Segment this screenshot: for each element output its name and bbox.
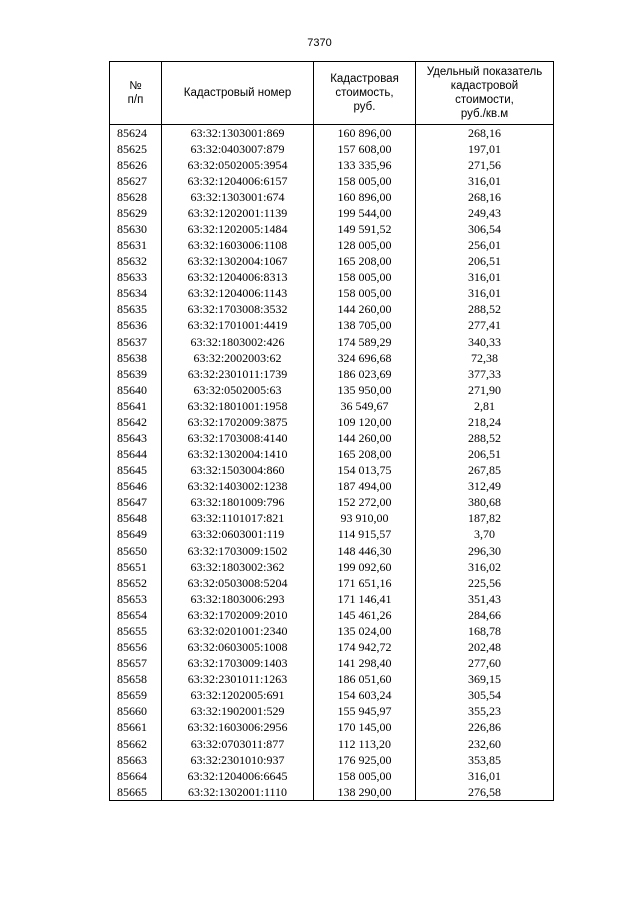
cadastral-number: 63:32:1202005:691 bbox=[162, 688, 314, 704]
row-number: 85641 bbox=[110, 398, 162, 414]
row-number: 85648 bbox=[110, 511, 162, 527]
page-number: 7370 bbox=[307, 37, 332, 49]
cadastral-value: 133 335,96 bbox=[314, 157, 416, 173]
table-row bbox=[110, 318, 554, 334]
cadastral-value: 144 260,00 bbox=[314, 430, 416, 446]
row-number: 85662 bbox=[110, 736, 162, 752]
row-number: 85658 bbox=[110, 672, 162, 688]
specific-index: 312,49 bbox=[416, 479, 554, 495]
cadastral-number: 63:32:2002003:62 bbox=[162, 350, 314, 366]
row-number: 85634 bbox=[110, 286, 162, 302]
cadastral-number: 63:32:0502005:3954 bbox=[162, 157, 314, 173]
cadastral-number: 63:32:1801009:796 bbox=[162, 495, 314, 511]
cadastral-number: 63:32:1302004:1067 bbox=[162, 254, 314, 270]
specific-index: 305,54 bbox=[416, 688, 554, 704]
header-row bbox=[110, 62, 554, 125]
specific-index: 267,85 bbox=[416, 463, 554, 479]
cadastral-number: 63:32:1603006:1108 bbox=[162, 238, 314, 254]
cadastral-number: 63:32:1101017:821 bbox=[162, 511, 314, 527]
cadastral-value: 112 113,20 bbox=[314, 736, 416, 752]
table-body bbox=[110, 125, 554, 801]
cadastral-number: 63:32:2301010:937 bbox=[162, 752, 314, 768]
cadastral-number: 63:32:1303001:869 bbox=[162, 125, 314, 142]
table-row bbox=[110, 463, 554, 479]
table-row bbox=[110, 527, 554, 543]
cadastral-value: 160 896,00 bbox=[314, 189, 416, 205]
header-specific-index: Удельный показатель кадастровой стоимости, руб./кв.м bbox=[416, 62, 554, 125]
row-number: 85643 bbox=[110, 430, 162, 446]
cadastral-value: 174 942,72 bbox=[314, 640, 416, 656]
row-number: 85638 bbox=[110, 350, 162, 366]
specific-index: 206,51 bbox=[416, 447, 554, 463]
row-number: 85640 bbox=[110, 382, 162, 398]
table-row bbox=[110, 672, 554, 688]
cadastral-number: 63:32:1703009:1403 bbox=[162, 656, 314, 672]
cadastral-value: 154 013,75 bbox=[314, 463, 416, 479]
cadastral-value: 109 120,00 bbox=[314, 414, 416, 430]
table-row bbox=[110, 238, 554, 254]
cadastral-value: 144 260,00 bbox=[314, 302, 416, 318]
table-row bbox=[110, 254, 554, 270]
cadastral-value: 152 272,00 bbox=[314, 495, 416, 511]
table-row bbox=[110, 141, 554, 157]
cadastral-number: 63:32:1303001:674 bbox=[162, 189, 314, 205]
table-row bbox=[110, 398, 554, 414]
specific-index: 202,48 bbox=[416, 640, 554, 656]
table-row bbox=[110, 543, 554, 559]
cadastral-number: 63:32:1204006:1143 bbox=[162, 286, 314, 302]
cadastral-value: 170 145,00 bbox=[314, 720, 416, 736]
table-row bbox=[110, 752, 554, 768]
row-number: 85627 bbox=[110, 173, 162, 189]
specific-index: 3,70 bbox=[416, 527, 554, 543]
table-row bbox=[110, 414, 554, 430]
cadastral-value: 154 603,24 bbox=[314, 688, 416, 704]
specific-index: 271,56 bbox=[416, 157, 554, 173]
table-row bbox=[110, 366, 554, 382]
cadastral-value: 114 915,57 bbox=[314, 527, 416, 543]
table-row bbox=[110, 511, 554, 527]
row-number: 85636 bbox=[110, 318, 162, 334]
table-row bbox=[110, 623, 554, 639]
cadastral-number: 63:32:1902001:529 bbox=[162, 704, 314, 720]
specific-index: 249,43 bbox=[416, 205, 554, 221]
row-number: 85654 bbox=[110, 607, 162, 623]
cadastral-value: 165 208,00 bbox=[314, 447, 416, 463]
row-number: 85652 bbox=[110, 575, 162, 591]
table-row bbox=[110, 221, 554, 237]
row-number: 85637 bbox=[110, 334, 162, 350]
specific-index: 277,60 bbox=[416, 656, 554, 672]
specific-index: 226,86 bbox=[416, 720, 554, 736]
row-number: 85649 bbox=[110, 527, 162, 543]
specific-index: 256,01 bbox=[416, 238, 554, 254]
table-row bbox=[110, 559, 554, 575]
row-number: 85655 bbox=[110, 623, 162, 639]
specific-index: 316,01 bbox=[416, 270, 554, 286]
cadastral-number: 63:32:1801001:1958 bbox=[162, 398, 314, 414]
cadastral-number: 63:32:0603001:119 bbox=[162, 527, 314, 543]
specific-index: 340,33 bbox=[416, 334, 554, 350]
cadastral-value: 160 896,00 bbox=[314, 125, 416, 142]
table-row bbox=[110, 430, 554, 446]
row-number: 85663 bbox=[110, 752, 162, 768]
specific-index: 277,41 bbox=[416, 318, 554, 334]
table-row bbox=[110, 286, 554, 302]
cadastral-value: 135 950,00 bbox=[314, 382, 416, 398]
row-number: 85660 bbox=[110, 704, 162, 720]
table-row bbox=[110, 189, 554, 205]
cadastral-number: 63:32:1302001:1110 bbox=[162, 784, 314, 801]
table-row bbox=[110, 736, 554, 752]
specific-index: 218,24 bbox=[416, 414, 554, 430]
cadastral-number: 63:32:1202005:1484 bbox=[162, 221, 314, 237]
cadastral-number: 63:32:1204006:6645 bbox=[162, 768, 314, 784]
cadastral-number: 63:32:1703008:3532 bbox=[162, 302, 314, 318]
row-number: 85629 bbox=[110, 205, 162, 221]
row-number: 85624 bbox=[110, 125, 162, 142]
table-row bbox=[110, 575, 554, 591]
table-row bbox=[110, 125, 554, 142]
cadastral-value: 186 051,60 bbox=[314, 672, 416, 688]
row-number: 85646 bbox=[110, 479, 162, 495]
cadastral-value: 174 589,29 bbox=[314, 334, 416, 350]
specific-index: 271,90 bbox=[416, 382, 554, 398]
table-header bbox=[110, 62, 554, 125]
row-number: 85626 bbox=[110, 157, 162, 173]
table-row bbox=[110, 270, 554, 286]
cadastral-number: 63:32:1204006:8313 bbox=[162, 270, 314, 286]
row-number: 85628 bbox=[110, 189, 162, 205]
table-row bbox=[110, 768, 554, 784]
row-number: 85642 bbox=[110, 414, 162, 430]
specific-index: 206,51 bbox=[416, 254, 554, 270]
table-row bbox=[110, 479, 554, 495]
cadastral-value: 158 005,00 bbox=[314, 286, 416, 302]
cadastral-number: 63:32:0502005:63 bbox=[162, 382, 314, 398]
specific-index: 351,43 bbox=[416, 591, 554, 607]
cadastral-value: 138 705,00 bbox=[314, 318, 416, 334]
cadastral-value: 149 591,52 bbox=[314, 221, 416, 237]
table-row bbox=[110, 720, 554, 736]
specific-index: 197,01 bbox=[416, 141, 554, 157]
row-number: 85632 bbox=[110, 254, 162, 270]
cadastral-value: 158 005,00 bbox=[314, 768, 416, 784]
table-row bbox=[110, 607, 554, 623]
row-number: 85633 bbox=[110, 270, 162, 286]
specific-index: 276,58 bbox=[416, 784, 554, 801]
specific-index: 380,68 bbox=[416, 495, 554, 511]
table-row bbox=[110, 591, 554, 607]
row-number: 85630 bbox=[110, 221, 162, 237]
cadastral-value: 158 005,00 bbox=[314, 173, 416, 189]
table-row bbox=[110, 157, 554, 173]
specific-index: 268,16 bbox=[416, 125, 554, 142]
cadastral-number: 63:32:1403002:1238 bbox=[162, 479, 314, 495]
specific-index: 288,52 bbox=[416, 302, 554, 318]
specific-index: 377,33 bbox=[416, 366, 554, 382]
row-number: 85647 bbox=[110, 495, 162, 511]
cadastral-value: 199 544,00 bbox=[314, 205, 416, 221]
specific-index: 369,15 bbox=[416, 672, 554, 688]
row-number: 85665 bbox=[110, 784, 162, 801]
cadastral-value-table bbox=[109, 61, 554, 801]
cadastral-value: 171 146,41 bbox=[314, 591, 416, 607]
specific-index: 316,01 bbox=[416, 173, 554, 189]
cadastral-number: 63:32:0201001:2340 bbox=[162, 623, 314, 639]
cadastral-number: 63:32:1302004:1410 bbox=[162, 447, 314, 463]
table-row bbox=[110, 382, 554, 398]
cadastral-number: 63:32:1202001:1139 bbox=[162, 205, 314, 221]
cadastral-number: 63:32:1703009:1502 bbox=[162, 543, 314, 559]
cadastral-value: 135 024,00 bbox=[314, 623, 416, 639]
cadastral-number: 63:32:0703011:877 bbox=[162, 736, 314, 752]
table-row bbox=[110, 350, 554, 366]
row-number: 85653 bbox=[110, 591, 162, 607]
row-number: 85639 bbox=[110, 366, 162, 382]
table-row bbox=[110, 495, 554, 511]
header-cadastral-value: Кадастровая стоимость, руб. bbox=[314, 62, 416, 125]
cadastral-value: 148 446,30 bbox=[314, 543, 416, 559]
row-number: 85635 bbox=[110, 302, 162, 318]
table-row bbox=[110, 704, 554, 720]
row-number: 85656 bbox=[110, 640, 162, 656]
cadastral-number: 63:32:1503004:860 bbox=[162, 463, 314, 479]
header-num: № п/п bbox=[110, 62, 162, 125]
cadastral-number: 63:32:0603005:1008 bbox=[162, 640, 314, 656]
table-row bbox=[110, 688, 554, 704]
specific-index: 355,23 bbox=[416, 704, 554, 720]
specific-index: 168,78 bbox=[416, 623, 554, 639]
table-row bbox=[110, 334, 554, 350]
specific-index: 225,56 bbox=[416, 575, 554, 591]
specific-index: 284,66 bbox=[416, 607, 554, 623]
cadastral-value: 157 608,00 bbox=[314, 141, 416, 157]
cadastral-number: 63:32:2301011:1263 bbox=[162, 672, 314, 688]
row-number: 85631 bbox=[110, 238, 162, 254]
row-number: 85661 bbox=[110, 720, 162, 736]
table-row bbox=[110, 640, 554, 656]
cadastral-number: 63:32:0503008:5204 bbox=[162, 575, 314, 591]
cadastral-value: 171 651,16 bbox=[314, 575, 416, 591]
specific-index: 316,01 bbox=[416, 286, 554, 302]
cadastral-value: 176 925,00 bbox=[314, 752, 416, 768]
specific-index: 316,01 bbox=[416, 768, 554, 784]
cadastral-value: 36 549,67 bbox=[314, 398, 416, 414]
cadastral-number: 63:32:2301011:1739 bbox=[162, 366, 314, 382]
cadastral-number: 63:32:1701001:4419 bbox=[162, 318, 314, 334]
specific-index: 306,54 bbox=[416, 221, 554, 237]
table-row bbox=[110, 302, 554, 318]
header-cadastral-number: Кадастровый номер bbox=[162, 62, 314, 125]
cadastral-number: 63:32:1703008:4140 bbox=[162, 430, 314, 446]
specific-index: 288,52 bbox=[416, 430, 554, 446]
table-row bbox=[110, 656, 554, 672]
cadastral-value: 187 494,00 bbox=[314, 479, 416, 495]
row-number: 85659 bbox=[110, 688, 162, 704]
cadastral-value: 128 005,00 bbox=[314, 238, 416, 254]
cadastral-number: 63:32:1803006:293 bbox=[162, 591, 314, 607]
row-number: 85644 bbox=[110, 447, 162, 463]
table-row bbox=[110, 205, 554, 221]
cadastral-value: 186 023,69 bbox=[314, 366, 416, 382]
cadastral-value: 324 696,68 bbox=[314, 350, 416, 366]
table-row bbox=[110, 784, 554, 801]
cadastral-value: 165 208,00 bbox=[314, 254, 416, 270]
cadastral-value: 138 290,00 bbox=[314, 784, 416, 801]
row-number: 85651 bbox=[110, 559, 162, 575]
specific-index: 232,60 bbox=[416, 736, 554, 752]
row-number: 85657 bbox=[110, 656, 162, 672]
cadastral-number: 63:32:1702009:2010 bbox=[162, 607, 314, 623]
cadastral-value: 155 945,97 bbox=[314, 704, 416, 720]
specific-index: 316,02 bbox=[416, 559, 554, 575]
cadastral-number: 63:32:0403007:879 bbox=[162, 141, 314, 157]
specific-index: 187,82 bbox=[416, 511, 554, 527]
specific-index: 72,38 bbox=[416, 350, 554, 366]
cadastral-value: 141 298,40 bbox=[314, 656, 416, 672]
specific-index: 268,16 bbox=[416, 189, 554, 205]
table-row bbox=[110, 447, 554, 463]
table-row bbox=[110, 173, 554, 189]
specific-index: 353,85 bbox=[416, 752, 554, 768]
cadastral-number: 63:32:1204006:6157 bbox=[162, 173, 314, 189]
cadastral-value: 93 910,00 bbox=[314, 511, 416, 527]
row-number: 85650 bbox=[110, 543, 162, 559]
row-number: 85664 bbox=[110, 768, 162, 784]
row-number: 85625 bbox=[110, 141, 162, 157]
specific-index: 2,81 bbox=[416, 398, 554, 414]
row-number: 85645 bbox=[110, 463, 162, 479]
cadastral-value: 199 092,60 bbox=[314, 559, 416, 575]
cadastral-number: 63:32:1603006:2956 bbox=[162, 720, 314, 736]
cadastral-number: 63:32:1803002:362 bbox=[162, 559, 314, 575]
cadastral-value: 158 005,00 bbox=[314, 270, 416, 286]
cadastral-number: 63:32:1803002:426 bbox=[162, 334, 314, 350]
cadastral-value: 145 461,26 bbox=[314, 607, 416, 623]
cadastral-number: 63:32:1702009:3875 bbox=[162, 414, 314, 430]
specific-index: 296,30 bbox=[416, 543, 554, 559]
